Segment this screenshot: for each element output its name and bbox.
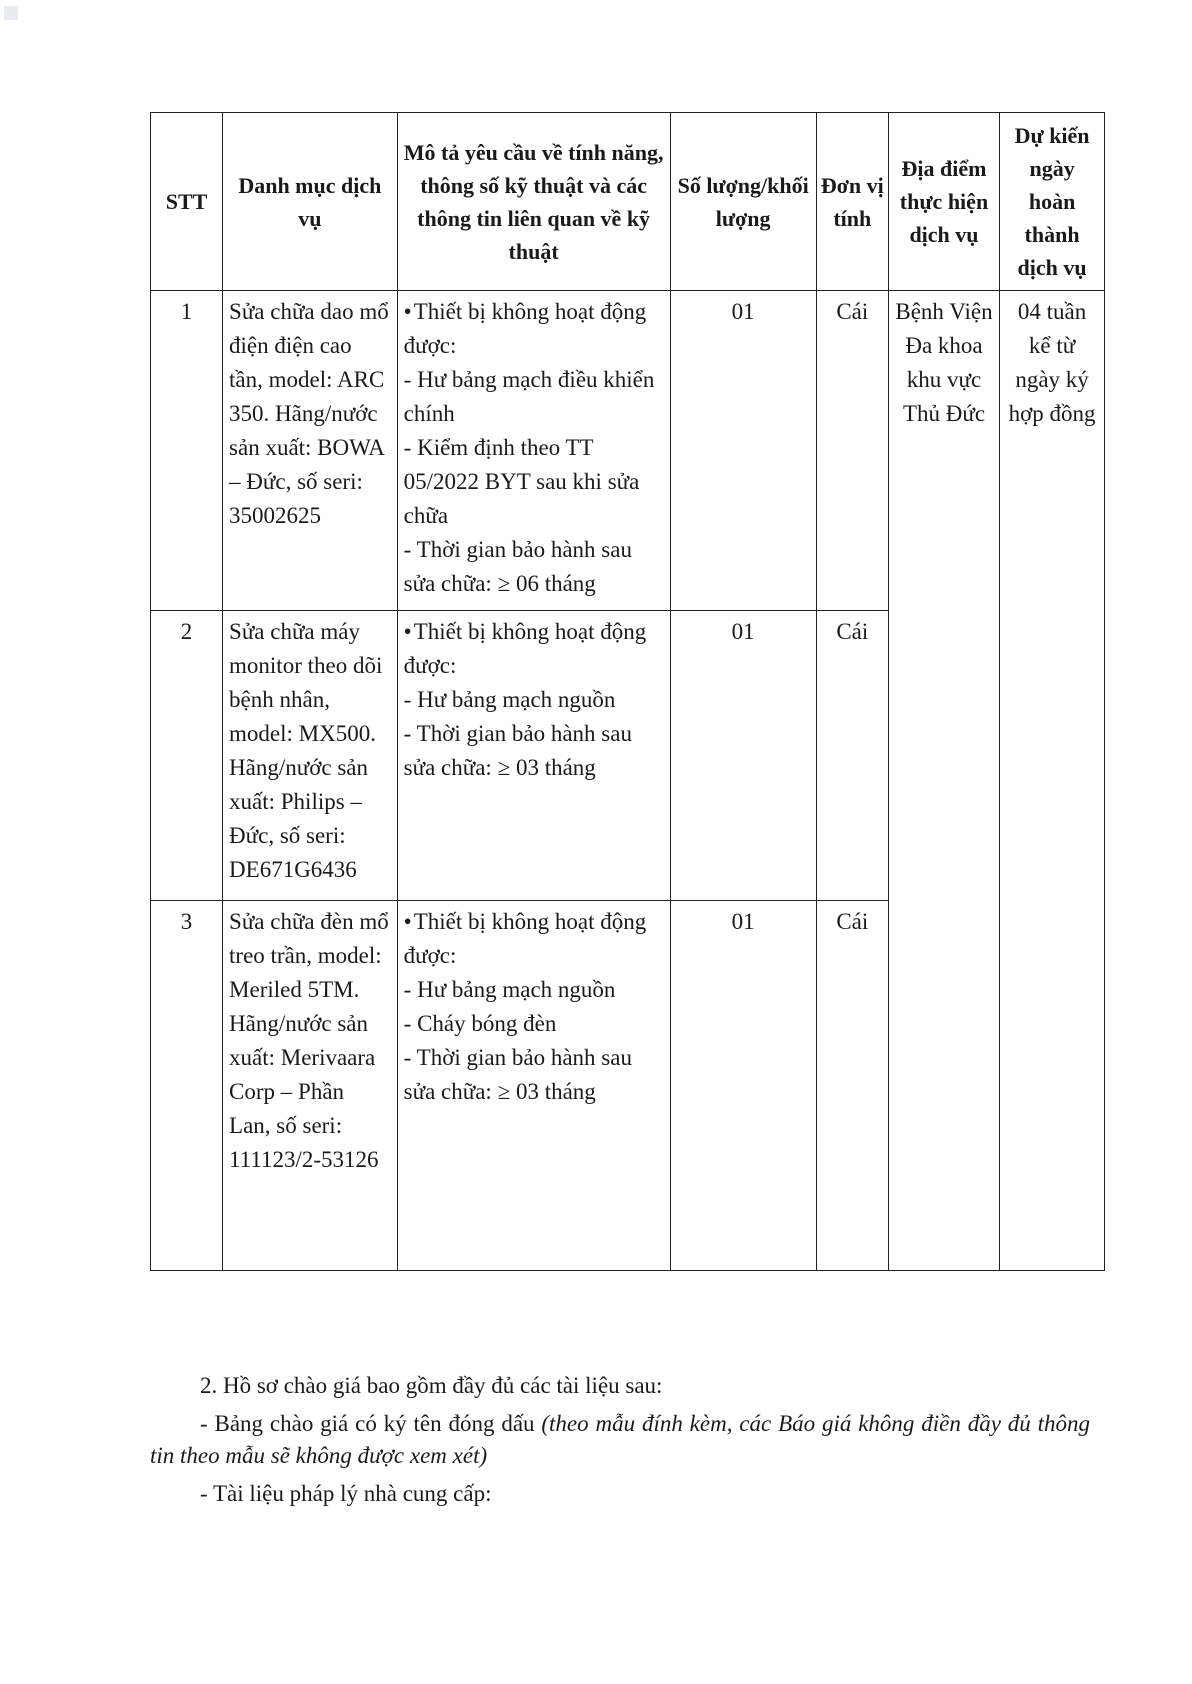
desc-bullet: • Thiết bị không hoạt động được:: [404, 615, 664, 683]
header-category: Danh mục dịch vụ: [223, 113, 398, 291]
desc-bullet: • Thiết bị không hoạt động được:: [404, 295, 664, 363]
notes-heading: 2. Hồ sơ chào giá bao gồm đầy đủ các tài liệu sau:: [200, 1373, 663, 1398]
row-category: Sửa chữa máy monitor theo dõi bệnh nhân, model: MX500. Hãng/nước sản xuất: Philips – Đức, số seri: DE671G6436: [223, 611, 398, 901]
desc-line: - Thời gian bảo hành sau sửa chữa: ≥ 03 tháng: [403, 1045, 632, 1104]
header-unit: Đơn vị tính: [816, 113, 888, 291]
row-category: Sửa chữa dao mổ điện điện cao tần, model: ARC 350. Hãng/nước sản xuất: BOWA – Đức, số seri: 35002625: [223, 291, 398, 611]
header-description: Mô tả yêu cầu về tính năng, thông số kỹ thuật và các thông tin liên quan về kỹ thuật: [397, 113, 670, 291]
row-description: [397, 901, 670, 1271]
desc-line: - Hư bảng mạch nguồn: [403, 687, 616, 712]
table-row: [151, 291, 1105, 611]
notes-item-quotation-text: - Bảng chào giá có ký tên đóng dấu: [200, 1411, 542, 1436]
row-stt: 1: [151, 291, 223, 611]
notes-item-quotation-italic: (theo mẫu đính kèm, các Báo giá không điền đầy đủ thông tin theo mẫu sẽ không được xem xét): [150, 1411, 1090, 1468]
completion-cell: 04 tuần kể từ ngày ký hợp đồng: [1000, 291, 1105, 1271]
row-unit: Cái: [816, 291, 888, 611]
row-quantity: 01: [670, 291, 816, 611]
desc-line: - Thời gian bảo hành sau sửa chữa: ≥ 06 tháng: [403, 537, 632, 596]
row-stt: 2: [151, 611, 223, 901]
header-location: Địa điểm thực hiện dịch vụ: [888, 113, 999, 291]
desc-line: - Kiểm định theo TT 05/2022 BYT sau khi sửa chữa: [403, 435, 640, 528]
row-quantity: 01: [670, 901, 816, 1271]
row-category: Sửa chữa đèn mổ treo trần, model: Meriled 5TM. Hãng/nước sản xuất: Merivaara Corp – Phần Lan, số seri: 111123/2-53126: [223, 901, 398, 1271]
header-completion: Dự kiến ngày hoàn thành dịch vụ: [1000, 113, 1105, 291]
desc-line: - Thời gian bảo hành sau sửa chữa: ≥ 03 tháng: [403, 721, 632, 780]
row-quantity: 01: [670, 611, 816, 901]
desc-line: - Cháy bóng đèn: [403, 1011, 557, 1036]
desc-line: - Hư bảng mạch điều khiển chính: [403, 367, 655, 426]
table-header-row: [151, 113, 1105, 291]
row-unit: Cái: [816, 901, 888, 1271]
document-notes: [150, 1370, 1090, 1516]
notes-item-quotation: [150, 1408, 1090, 1472]
header-stt: STT: [151, 113, 223, 291]
notes-item-legal: - Tài liệu pháp lý nhà cung cấp:: [200, 1481, 492, 1506]
location-cell: Bệnh Viện Đa khoa khu vực Thủ Đức: [888, 291, 999, 1271]
desc-bullet: • Thiết bị không hoạt động được:: [404, 905, 664, 973]
row-description: [397, 611, 670, 901]
scan-corner-mark: [4, 6, 18, 20]
header-quantity: Số lượng/khối lượng: [670, 113, 816, 291]
service-requirements-table: [150, 112, 1105, 1271]
desc-line: - Hư bảng mạch nguồn: [403, 977, 616, 1002]
row-stt: 3: [151, 901, 223, 1271]
row-description: [397, 291, 670, 611]
row-unit: Cái: [816, 611, 888, 901]
